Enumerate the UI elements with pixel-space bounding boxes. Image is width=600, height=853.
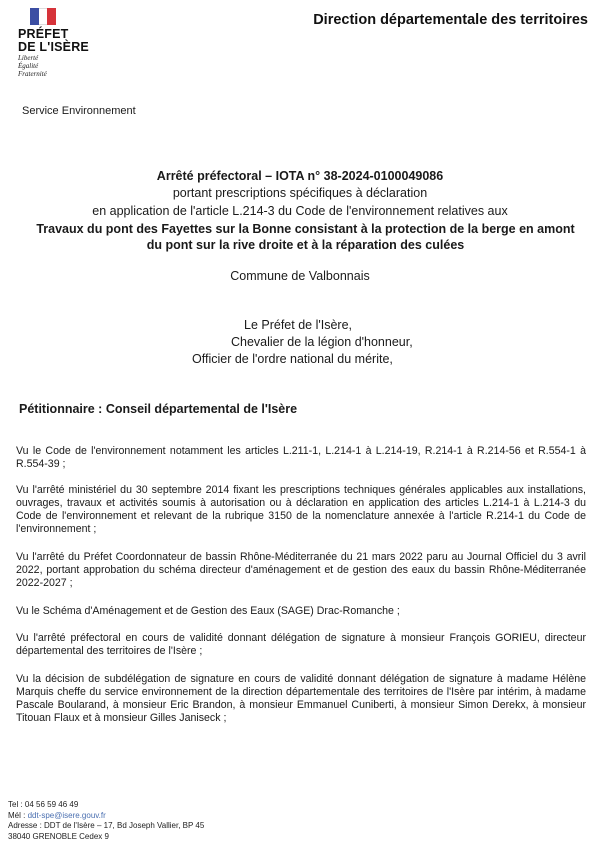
arrete-subtitle-2: en application de l'article L.214-3 du Code de l'environnement relatives aux (92, 204, 508, 218)
commune: Commune de Valbonnais (230, 269, 370, 283)
prefet-line-2: Chevalier de la légion d'honneur, (231, 335, 413, 349)
footer-address-1: Adresse : DDT de l'Isère – 17, Bd Joseph Vallier, BP 45 (8, 821, 205, 830)
motto-egalite: Égalité (18, 62, 39, 70)
arrete-subtitle-1: portant prescriptions spécifiques à déclaration (172, 186, 428, 200)
prefet-line-1: Le Préfet de l'Isère, (244, 318, 353, 332)
prefecture-logo (18, 8, 128, 78)
contact-footer (8, 800, 204, 842)
vu-paragraph: Vu l'arrêté ministériel du 30 septembre 2014 fixant les prescriptions techniques générales applicables aux installations, ouvrages, travaux et activités soumis à autorisation ou à déclaration en application des articles L.214-1 à L.214-3 du Code de l'environnement et relevant de la rubrique 3150 de la nomenclature annexée à l'article R.214-1 du Code de l'environnement ; (16, 484, 586, 535)
service-name: Service Environnement (22, 105, 136, 117)
footer-email-line (8, 811, 204, 822)
logo-line-2: DE L'ISÈRE (18, 40, 89, 54)
direction-title: Direction départementale des territoires (313, 12, 588, 28)
footer-email-link[interactable]: ddt-spe@isere.gouv.fr (27, 810, 106, 820)
arrete-subject: Travaux du pont des Fayettes sur la Bonne consistant à la protection de la berge en amont du pont sur la rive droite et à la réparation des culées (36, 222, 575, 252)
arrete-title: Arrêté préfectoral – IOTA n° 38-2024-0100049086 (156, 169, 444, 183)
vu-paragraph: Vu le Schéma d'Aménagement et de Gestion des Eaux (SAGE) Drac-Romanche ; (16, 605, 400, 617)
motto-liberte: Liberté (18, 54, 39, 62)
vu-paragraph: Vu l'arrêté préfectoral en cours de validité donnant délégation de signature à monsieur François GORIEU, directeur départemental des territoires de l'Isère ; (16, 632, 586, 657)
logo-line-1: PRÉFET (18, 27, 69, 41)
vu-paragraph: Vu la décision de subdélégation de signature en cours de validité donnant délégation de signature à madame Hélène Marquis cheffe du service environnement de la direction départementale des territoires de l'Isère par intérim, à madame Pascale Boularand, à monsieur Eric Brandon, à monsieur Emmanuel Cuniberti, à monsieur Simon Derekx, à monsieur Titouan Flaux et à monsieur Gilles Janiseck ; (16, 673, 586, 724)
vu-paragraph: Vu le Code de l'environnement notamment les articles L.211-1, L.214-1 à L.214-19, R.214-1 à R.214-56 et R.554-1 à R.554-39 ; (16, 445, 586, 470)
prefet-line-3: Officier de l'ordre national du mérite, (192, 352, 393, 366)
marianne-flag-icon (30, 8, 56, 25)
footer-address-2: 38040 GRENOBLE Cedex 9 (8, 831, 109, 841)
footer-email-label: Mél : (8, 810, 28, 820)
petitioner: Pétitionnaire : Conseil départemental de l'Isère (19, 402, 298, 416)
footer-phone: Tel : 04 56 59 46 49 (8, 800, 79, 809)
motto-fraternite: Fraternité (18, 70, 47, 78)
vu-paragraph: Vu l'arrêté du Préfet Coordonnateur de bassin Rhône-Méditerranée du 21 mars 2022 paru au Journal Officiel du 3 avril 2022, portant approbation du schéma directeur d'aménagement et de gestion des eaux du bassin Rhône-Méditerranée 2022-2027 ; (16, 551, 586, 589)
